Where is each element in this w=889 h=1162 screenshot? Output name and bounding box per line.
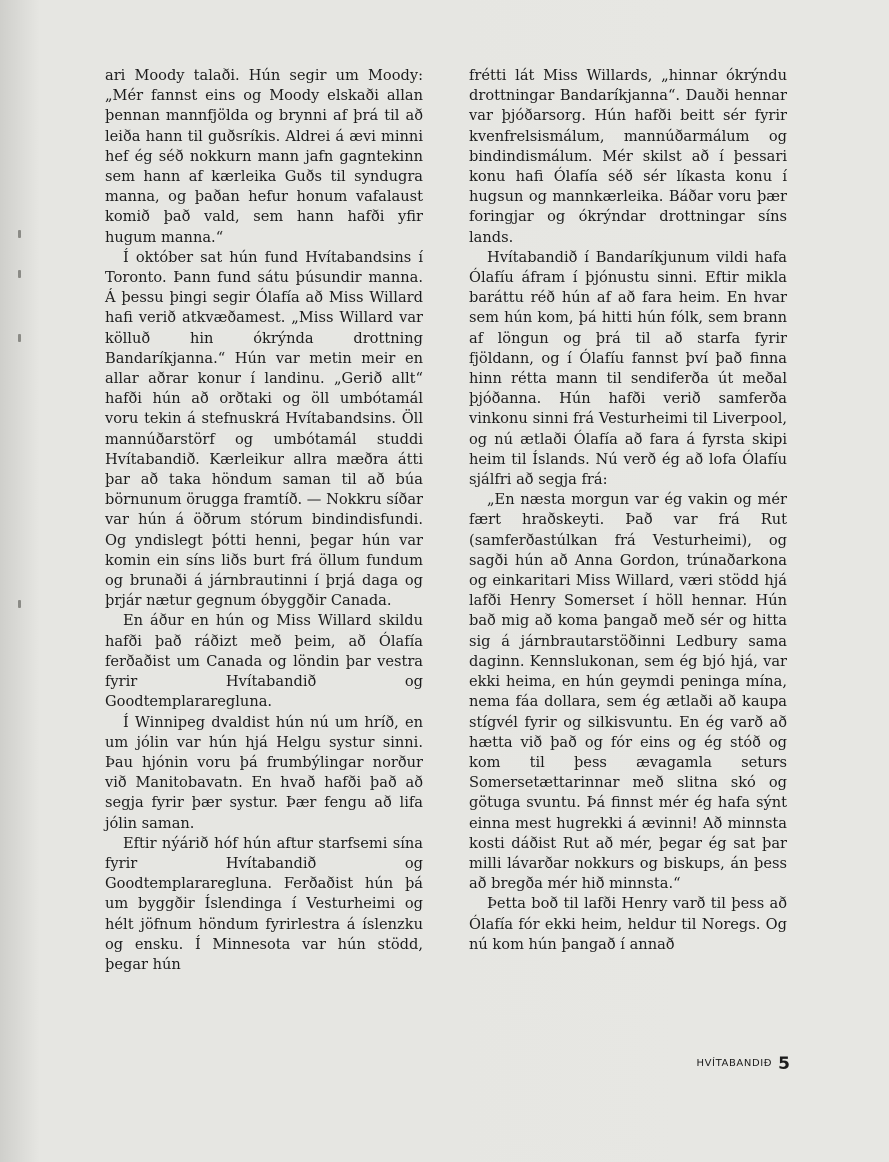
margin-mark bbox=[18, 270, 21, 278]
paragraph: Hvítabandið í Bandaríkjunum vildi hafa Ólafíu áfram í þjónustu sinni. Eftir mikla baráttu réð hún af að fara heim. En hvar sem hún kom, þá hitti hún fólk, sem brann af löngun og þrá til að starfa fyrir fjöldann, og í Ólafíu fannst því það finna hinn rétta mann til sendiferða út meðal þjóðanna. Hún hafði verið samferða vinkonu sinni frá Vesturheimi til Liverpool, og nú ætlaði Ólafía að fara á fyrsta skipi heim til Íslands. Nú verð ég að lofa Ólafíu sjálfri að segja frá: bbox=[469, 248, 787, 489]
paragraph: ari Moody talaði. Hún segir um Moody: „Mér fannst eins og Moody elskaði allan þennan mannfjölda og brynni af þrá til að leiða hann til guðsríkis. Aldrei á ævi minni hef ég séð nokkurn mann jafn gagntekinn sem hann af kærleika Guðs til syndugra manna, og þaðan hefur honum vafalaust komið það vald, sem hann hafði yfir hugum manna.“ bbox=[105, 67, 423, 246]
right-column bbox=[469, 66, 787, 955]
paragraph: En áður en hún og Miss Willard skildu hafði það ráðizt með þeim, að Ólafía ferðaðist um Canada og löndin þar vestra fyrir Hvítabandið og Goodtemplararegluna. bbox=[105, 612, 423, 711]
margin-mark bbox=[18, 230, 21, 238]
paragraph: Í október sat hún fund Hvítabandsins í Toronto. Þann fund sátu þúsundir manna. Á þessu þingi segir Ólafía að Miss Willard hafi verið atkvæðamest. „Miss Willard var kölluð hin ókrýnda drottning Bandaríkjanna.“ Hún var metin meir en allar aðrar konur í landinu. „Gerið allt“ hafði hún að orðtaki og öll umbótamál voru tekin á stefnuskrá Hvítabandsins. Öll mannúðarstörf og umbótamál studdi Hvítabandið. Kærleikur allra mæðra átti þar að taka höndum saman til að búa börnunum örugga framtíð. — Nokkru síðar var hún á öðrum stórum bindindisfundi. Og yndislegt þótti henni, þegar hún var komin ein síns liðs burt frá öllum fundum og brunaði á járnbrautinni í þrjá daga og þrjár nætur gegnum óbyggðir Canada. bbox=[105, 248, 423, 610]
paragraph: Þetta boð til lafði Henry varð til þess að Ólafía fór ekki heim, heldur til Noregs. Og nú kom hún þangað í annað bbox=[469, 895, 787, 953]
paragraph: Eftir nýárið hóf hún aftur starfsemi sína fyrir Hvítabandið og Goodtemplararegluna. Ferðaðist hún þá um byggðir Íslendinga í Vesturheimi og hélt jöfnum höndum fyrirlestra á íslenzku og ensku. Í Minnesota var hún stödd, þegar hún bbox=[105, 834, 423, 973]
page-footer bbox=[660, 1053, 790, 1074]
margin-mark bbox=[18, 334, 21, 342]
paragraph: Í Winnipeg dvaldist hún nú um hríð, en um jólin var hún hjá Helgu systur sinni. Þau hjónin voru þá frumbýlingar norður við Manitobavatn. En hvað hafði það að segja fyrir þær systur. Þær fengu að lifa jólin saman. bbox=[105, 713, 423, 832]
page-number: 5 bbox=[778, 1053, 790, 1074]
magazine-name: HVÍTABANDIÐ bbox=[696, 1058, 773, 1069]
paragraph: frétti lát Miss Willards, „hinnar ókrýndu drottningar Bandaríkjanna“. Dauði hennar var þjóðarsorg. Hún hafði beitt sér fyrir kvenfrelsismálum, mannúðarmálum og bindindismálum. Mér skilst að í þessari konu hafi Ólafía séð sér líkasta konu í hugsun og mannkærleika. Báðar voru þær foringjar og ókrýndar drottningar síns lands. bbox=[469, 67, 787, 246]
margin-mark bbox=[18, 600, 21, 608]
left-column bbox=[105, 66, 423, 975]
paragraph: „En næsta morgun var ég vakin og mér fært hraðskeyti. Það var frá Rut (samferðastúlkan frá Vesturheimi), og sagði hún að Anna Gordon, trúnaðarkona og einkaritari Miss Willard, væri stödd hjá lafði Henry Somerset í höll hennar. Hún bað mig að koma þangað með sér og hitta sig á járnbrautarstöðinni Ledbury sama daginn. Kennslukonan, sem ég bjó hjá, var ekki heima, en hún geymdi peninga mína, nema fáa dollara, sem ég ætlaði að kaupa stígvél fyrir og silkisvuntu. En ég varð að hætta við það og fór eins og ég stóð og kom til þess ævagamla seturs Somersetættarinnar með slitna skó og götuga svuntu. Þá finnst mér ég hafa sýnt einna mest hugrekki á ævinni! Að minnsta kosti dáðist Rut að mér, þegar ég sat þar milli lávarðar nokkurs og biskups, án þess að bregða mér hið minnsta.“ bbox=[469, 491, 787, 893]
